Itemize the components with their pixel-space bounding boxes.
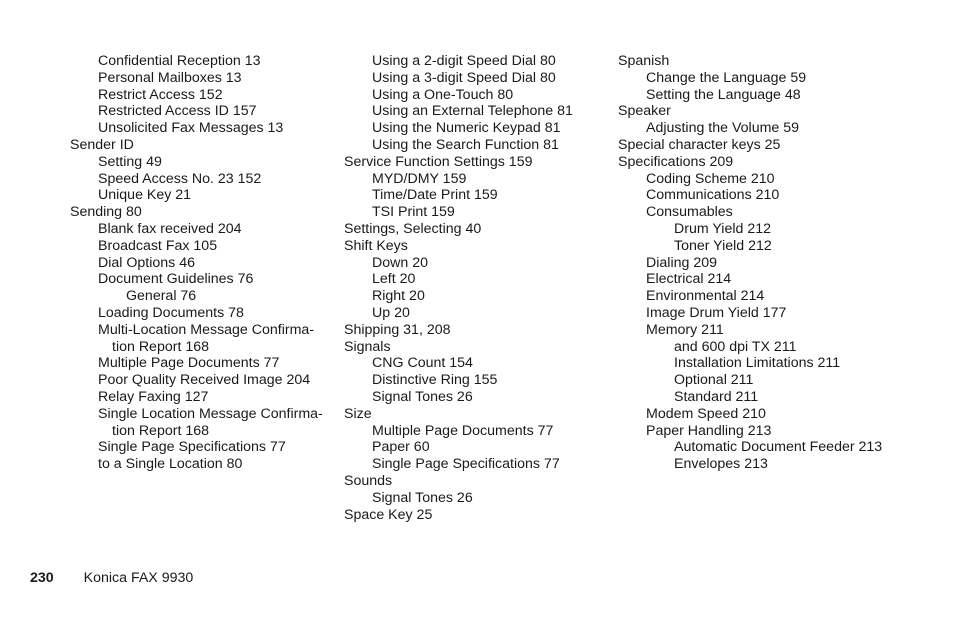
index-subentry: Blank fax received 204 <box>98 220 242 237</box>
index-subentry: Up 20 <box>372 304 410 321</box>
index-subentry: Adjusting the Volume 59 <box>646 120 800 137</box>
index-entry: Service Function Settings 159 <box>344 153 533 170</box>
index-subentry: Memory 211 <box>646 321 724 338</box>
index-entry: Sender ID <box>70 136 134 153</box>
index-subentry: Restricted Access ID 157 <box>98 103 257 120</box>
index-subentry: Using the Numeric Keypad 81 <box>372 120 561 137</box>
index-entry: Sending 80 <box>70 204 142 221</box>
index-subentry: Change the Language 59 <box>646 69 807 86</box>
index-subentry: Speed Access No. 23 152 <box>98 170 262 187</box>
index-subentry: CNG Count 154 <box>372 355 473 372</box>
index-subentry: Multi-Location Message Confirma-tion Report 168 <box>98 321 315 355</box>
index-subentry: Relay Faxing 127 <box>98 388 209 405</box>
index-subentry: Signal Tones 26 <box>372 388 473 405</box>
index-subentry: Using a 2-digit Speed Dial 80 <box>372 53 556 69</box>
index-entry: Settings, Selecting 40 <box>344 220 482 237</box>
index-subentry: Using the Search Function 81 <box>372 136 559 153</box>
index-column-2 <box>344 53 609 523</box>
index-subentry: Dialing 209 <box>646 254 717 271</box>
index-subentry: Standard 211 <box>674 388 759 405</box>
index-subentry: Multiple Page Documents 77 <box>372 422 554 439</box>
index-subentry: Image Drum Yield 177 <box>646 304 787 321</box>
index-entry: Shift Keys <box>344 237 408 254</box>
document-title: Konica FAX 9930 <box>83 570 194 586</box>
index-subentry: Dial Options 46 <box>98 254 195 271</box>
index-subentry: Drum Yield 212 <box>674 220 771 237</box>
index-entry: Space Key 25 <box>344 506 433 523</box>
index-subentry: Optional 211 <box>674 372 754 389</box>
index-subentry: MYD/DMY 159 <box>372 170 467 187</box>
index-column-1 <box>70 53 335 473</box>
index-entry: Signals <box>344 338 391 355</box>
index-subentry: Using a One-Touch 80 <box>372 86 514 103</box>
index-subentry: Left 20 <box>372 271 416 288</box>
index-subentry: Document Guidelines 76 <box>98 271 254 288</box>
index-subentry: Single Location Message Confirma-tion Report 168 <box>98 405 323 439</box>
index-subentry: Using an External Telephone 81 <box>372 103 573 120</box>
index-subentry: Restrict Access 152 <box>98 86 223 103</box>
index-column-3 <box>618 53 918 473</box>
page-number: 230 <box>30 570 54 586</box>
page-footer <box>30 569 193 587</box>
index-entry: Specifications 209 <box>618 153 734 170</box>
index-subentry: General 76 <box>126 288 197 305</box>
index-subentry: Distinctive Ring 155 <box>372 372 498 389</box>
index-subentry: Unsolicited Fax Messages 13 <box>98 120 284 137</box>
index-subentry: Paper Handling 213 <box>646 422 772 439</box>
index-subentry: Signal Tones 26 <box>372 489 473 506</box>
index-subentry: Using a 3-digit Speed Dial 80 <box>372 69 556 86</box>
index-subentry: Poor Quality Received Image 204 <box>98 372 311 389</box>
index-subentry: Communications 210 <box>646 187 780 204</box>
index-entry: Spanish <box>618 53 670 69</box>
index-entry: Speaker <box>618 103 671 120</box>
index-subentry: Multiple Page Documents 77 <box>98 355 280 372</box>
index-subentry: Personal Mailboxes 13 <box>98 69 242 86</box>
index-subentry: Environmental 214 <box>646 288 765 305</box>
index-subentry: Modem Speed 210 <box>646 405 766 422</box>
index-subentry: Single Page Specifications 77 <box>372 456 560 473</box>
index-subentry: Right 20 <box>372 288 425 305</box>
index-subentry: Envelopes 213 <box>674 456 768 473</box>
index-subentry: Automatic Document Feeder 213 <box>674 439 883 456</box>
index-subentry: Installation Limitations 211 <box>674 355 841 372</box>
index-subentry: Setting 49 <box>98 153 162 170</box>
index-entry: Sounds <box>344 472 393 489</box>
index-subentry: and 600 dpi TX 211 <box>674 338 797 355</box>
index-subentry: TSI Print 159 <box>372 204 455 221</box>
index-subentry: Loading Documents 78 <box>98 304 244 321</box>
index-subentry: Setting the Language 48 <box>646 86 801 103</box>
index-subentry: Confidential Reception 13 <box>98 53 261 69</box>
index-subentry: to a Single Location 80 <box>98 456 243 473</box>
index-subentry: Electrical 214 <box>646 271 732 288</box>
index-subentry: Single Page Specifications 77 <box>98 439 286 456</box>
index-subentry: Coding Scheme 210 <box>646 170 775 187</box>
index-entry: Shipping 31, 208 <box>344 321 451 338</box>
index-entry: Special character keys 25 <box>618 136 781 153</box>
index-subentry: Consumables <box>646 204 733 221</box>
index-subentry: Unique Key 21 <box>98 187 192 204</box>
index-subentry: Toner Yield 212 <box>674 237 772 254</box>
index-entry: Size <box>344 405 372 422</box>
index-subentry: Time/Date Print 159 <box>372 187 498 204</box>
index-subentry: Down 20 <box>372 254 428 271</box>
index-subentry: Paper 60 <box>372 439 430 456</box>
index-subentry: Broadcast Fax 105 <box>98 237 218 254</box>
